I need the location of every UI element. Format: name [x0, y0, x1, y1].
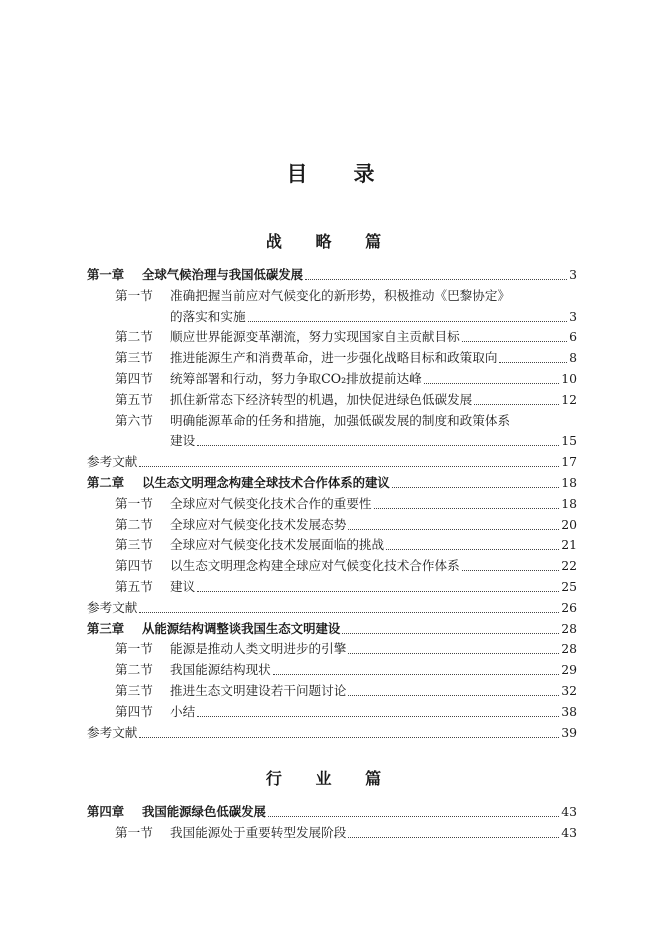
toc-page-number: 43 — [561, 804, 577, 819]
toc-page-number: 25 — [561, 578, 577, 594]
dot-leader — [462, 556, 560, 571]
toc-entry-section[interactable] — [87, 327, 577, 348]
toc-page-number: 17 — [561, 454, 577, 470]
toc-entry-number: 第五节 — [115, 391, 153, 407]
toc-entry-number: 第二节 — [115, 662, 153, 678]
toc-entry-number: 第六节 — [115, 412, 153, 428]
toc-entry-title: 全球应对气候变化技术合作的重要性 — [170, 495, 372, 511]
toc-entry-refs[interactable] — [87, 723, 577, 744]
toc-entry-title: 我国能源结构现状 — [170, 662, 271, 678]
toc-page-number: 20 — [561, 516, 577, 532]
dot-leader — [139, 452, 559, 467]
toc-entry-number: 第一节 — [115, 495, 153, 511]
toc-page-number: 18 — [561, 495, 577, 511]
toc-page-number: 8 — [569, 350, 577, 366]
toc-entry-number: 第一节 — [115, 824, 153, 840]
toc-entry-title: 推进生态文明建设若干问题讨论 — [170, 682, 347, 698]
toc-entry-number: 第二节 — [115, 516, 153, 532]
toc-page-number: 38 — [561, 703, 577, 719]
toc-page-number: 39 — [561, 724, 577, 740]
toc-entry-number: 第一章 — [87, 267, 125, 282]
toc-page-number: 15 — [561, 433, 577, 449]
toc-entry-chapter[interactable] — [87, 265, 577, 286]
dot-leader — [348, 639, 559, 654]
toc-entry-section[interactable] — [87, 411, 577, 432]
dot-leader — [499, 348, 567, 363]
dot-leader — [342, 619, 559, 634]
toc-page-number: 3 — [569, 267, 577, 282]
toc-entry-refs[interactable] — [87, 598, 577, 619]
dot-leader — [139, 598, 559, 613]
dot-leader — [474, 390, 559, 405]
toc-page-number: 29 — [561, 662, 577, 678]
toc-entry-section[interactable] — [87, 702, 577, 723]
toc-entry-title: 顺应世界能源变革潮流，努力实现国家自主贡献目标 — [170, 329, 460, 345]
toc-entry-section[interactable] — [87, 535, 577, 556]
toc-entry-cont[interactable] — [87, 307, 577, 328]
toc-entry-title: 抓住新常态下经济转型的机遇，加快促进绿色低碳发展 — [170, 391, 473, 407]
toc-entry-number: 第四章 — [87, 804, 125, 819]
toc-entry-title: 全球应对气候变化技术发展面临的挑战 — [170, 537, 385, 553]
toc-entry-title: 参考文献 — [87, 599, 138, 615]
dot-leader — [386, 535, 559, 550]
toc-entry-section[interactable] — [87, 681, 577, 702]
toc-entry-title: 推进能源生产和消费革命，进一步强化战略目标和政策取向 — [170, 350, 498, 366]
toc-page-number: 18 — [561, 474, 577, 490]
toc-page-number: 3 — [569, 308, 577, 324]
toc-page-number: 32 — [561, 682, 577, 698]
toc-entry-number: 第一节 — [115, 641, 153, 657]
toc-entry-section[interactable] — [87, 348, 577, 369]
toc-entry-title: 小结 — [170, 703, 196, 719]
toc-entry-title: 参考文献 — [87, 454, 138, 470]
toc-entry-number: 第三节 — [115, 682, 153, 698]
toc-entry-title: 参考文献 — [87, 724, 138, 740]
toc-entry-title: 统筹部署和行动，努力争取CO₂排放提前达峰 — [170, 370, 422, 386]
toc-entry-number: 第一节 — [115, 287, 153, 303]
dot-leader — [139, 723, 559, 738]
dot-leader — [197, 702, 559, 717]
part-heading-strategy: 战 略 篇 — [265, 232, 396, 251]
toc-entry-section[interactable] — [87, 515, 577, 536]
dot-leader — [348, 515, 559, 530]
dot-leader — [268, 802, 559, 817]
toc-entry-section[interactable] — [87, 390, 577, 411]
toc-entry-section[interactable] — [87, 823, 577, 844]
page-title — [0, 158, 661, 188]
toc-entry-section[interactable] — [87, 577, 577, 598]
toc-page-number: 26 — [561, 599, 577, 615]
toc-entry-chapter[interactable] — [87, 619, 577, 640]
toc-entry-section[interactable] — [87, 369, 577, 390]
toc-entry-title: 全球应对气候变化技术发展态势 — [170, 516, 347, 532]
toc-entry-title: 我国能源处于重要转型发展阶段 — [170, 824, 347, 840]
dot-leader — [197, 577, 559, 592]
dot-leader — [374, 494, 560, 509]
toc-entry-chapter[interactable] — [87, 473, 577, 494]
toc-entry-number: 第四节 — [115, 558, 153, 574]
toc-entry-title: 准确把握当前应对气候变化的新形势，积极推动《巴黎协定》 — [170, 287, 511, 303]
toc-entry-section[interactable] — [87, 286, 577, 307]
toc-entry-number: 第二节 — [115, 329, 153, 345]
toc-entry-title: 我国能源绿色低碳发展 — [142, 804, 266, 819]
toc-strategy — [87, 265, 577, 743]
toc-industry — [87, 802, 577, 844]
toc-entry-section[interactable] — [87, 639, 577, 660]
dot-leader — [305, 265, 567, 280]
toc-entry-number: 第四节 — [115, 703, 153, 719]
toc-entry-number: 第二章 — [87, 474, 125, 490]
toc-entry-title: 建议 — [170, 578, 196, 594]
toc-entry-number: 第三节 — [115, 350, 153, 366]
dot-leader — [392, 473, 559, 488]
toc-entry-title: 从能源结构调整谈我国生态文明建设 — [142, 620, 341, 636]
toc-page-number: 12 — [561, 391, 577, 407]
toc-entry-number: 第五节 — [115, 578, 153, 594]
dot-leader — [462, 327, 567, 342]
toc-entry-title: 明确能源革命的任务和措施，加强低碳发展的制度和政策体系 — [170, 412, 511, 428]
toc-page-number: 43 — [561, 824, 577, 840]
part-heading-industry: 行 业 篇 — [265, 769, 396, 788]
toc-page-number: 28 — [561, 620, 577, 636]
toc-entry-title: 以生态文明理念构建全球应对气候变化技术合作体系 — [170, 558, 460, 574]
toc-entry-section[interactable] — [87, 660, 577, 681]
toc-entry-title: 的落实和实施 — [170, 308, 246, 324]
toc-entry-title: 全球气候治理与我国低碳发展 — [142, 267, 304, 282]
page-title-part1: 目 — [286, 162, 308, 186]
page-title-part2: 录 — [353, 162, 375, 186]
toc-entry-section[interactable] — [87, 556, 577, 577]
toc-entry-title: 能源是推动人类文明进步的引擎 — [170, 641, 347, 657]
toc-page-number: 22 — [561, 558, 577, 574]
toc-entry-title: 建设 — [170, 433, 196, 449]
toc-page-number: 21 — [561, 537, 577, 553]
toc-entry-cont[interactable] — [87, 431, 577, 452]
toc-page-number: 10 — [561, 370, 577, 386]
dot-leader — [348, 823, 559, 838]
toc-entry-number: 第四节 — [115, 370, 153, 386]
toc-entry-title: 以生态文明理念构建全球技术合作体系的建议 — [142, 474, 390, 490]
toc-entry-refs[interactable] — [87, 452, 577, 473]
toc-entry-number: 第三节 — [115, 537, 153, 553]
dot-leader — [248, 307, 568, 322]
toc-entry-section[interactable] — [87, 494, 577, 515]
dot-leader — [424, 369, 560, 384]
dot-leader — [197, 431, 559, 446]
toc-entry-number: 第三章 — [87, 620, 125, 636]
dot-leader — [348, 681, 559, 696]
dot-leader — [273, 660, 559, 675]
toc-page-number: 6 — [569, 329, 577, 345]
toc-page-number: 28 — [561, 641, 577, 657]
toc-entry-chapter[interactable] — [87, 802, 577, 823]
